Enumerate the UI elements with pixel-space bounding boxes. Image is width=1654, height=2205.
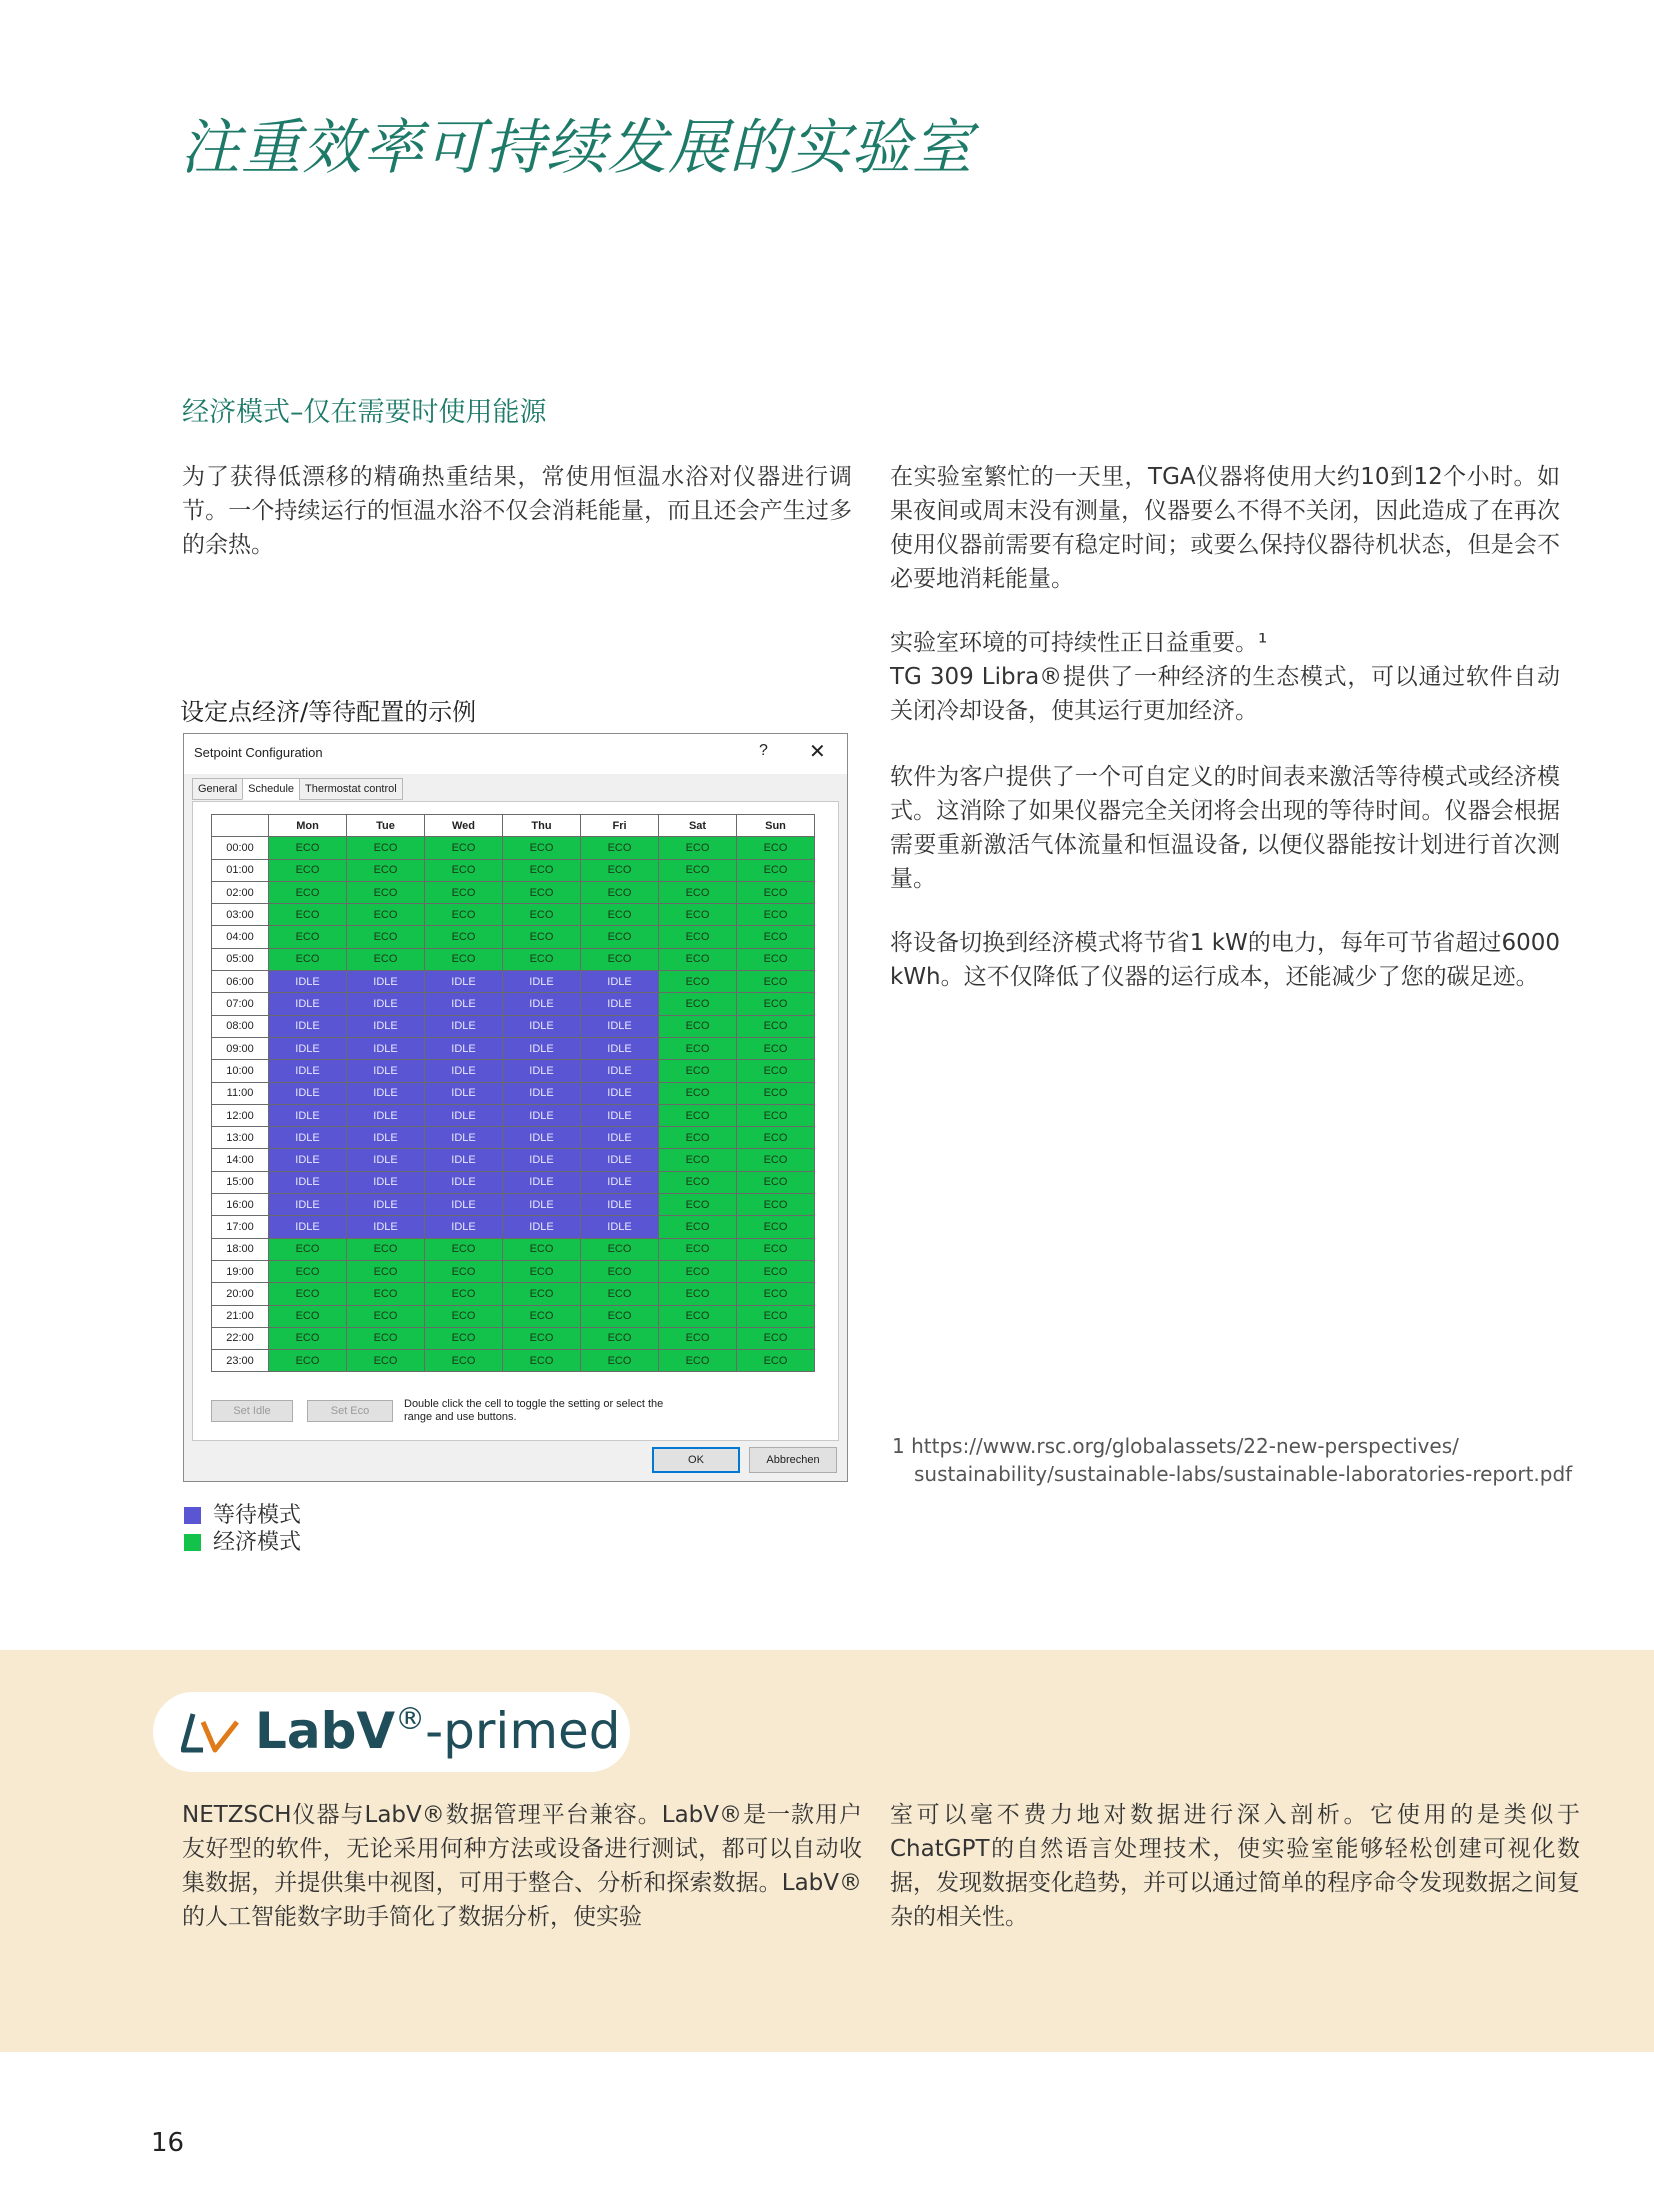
schedule-cell-eco[interactable]: ECO — [737, 1194, 815, 1216]
schedule-cell-idle[interactable]: IDLE — [581, 1194, 659, 1216]
schedule-cell-eco[interactable]: ECO — [269, 1238, 347, 1260]
schedule-cell-eco[interactable]: ECO — [659, 993, 737, 1015]
day-header-sat: Sat — [659, 815, 737, 837]
table-row — [212, 971, 815, 993]
schedule-cell-idle[interactable]: IDLE — [503, 1216, 581, 1238]
schedule-cell-eco[interactable]: ECO — [659, 1082, 737, 1104]
table-row — [212, 1327, 815, 1349]
time-label: 23:00 — [212, 1350, 269, 1372]
schedule-cell-eco[interactable]: ECO — [659, 1037, 737, 1059]
schedule-cell-idle[interactable]: IDLE — [503, 971, 581, 993]
schedule-cell-eco[interactable]: ECO — [503, 904, 581, 926]
schedule-cell-idle[interactable]: IDLE — [503, 1015, 581, 1037]
table-row — [212, 1015, 815, 1037]
schedule-cell-idle[interactable]: IDLE — [347, 1171, 425, 1193]
schedule-cell-idle[interactable]: IDLE — [425, 1082, 503, 1104]
time-label: 08:00 — [212, 1015, 269, 1037]
table-row — [212, 1104, 815, 1126]
schedule-cell-eco[interactable]: ECO — [269, 837, 347, 859]
schedule-cell-eco[interactable]: ECO — [737, 1015, 815, 1037]
time-label: 10:00 — [212, 1060, 269, 1082]
schedule-cell-idle[interactable]: IDLE — [581, 1082, 659, 1104]
schedule-cell-eco[interactable]: ECO — [581, 948, 659, 970]
time-label: 20:00 — [212, 1283, 269, 1305]
schedule-cell-eco[interactable]: ECO — [269, 926, 347, 948]
schedule-cell-eco[interactable]: ECO — [737, 881, 815, 903]
tab-schedule[interactable]: Schedule — [242, 778, 300, 800]
schedule-cell-eco[interactable]: ECO — [269, 1305, 347, 1327]
table-row — [212, 1260, 815, 1282]
schedule-cell-eco[interactable]: ECO — [659, 971, 737, 993]
schedule-cell-idle[interactable]: IDLE — [425, 993, 503, 1015]
schedule-cell-eco[interactable]: ECO — [659, 837, 737, 859]
schedule-cell-eco[interactable]: ECO — [737, 1149, 815, 1171]
footnote — [892, 1432, 1572, 1488]
table-row — [212, 1082, 815, 1104]
schedule-cell-eco[interactable]: ECO — [659, 1149, 737, 1171]
time-label: 13:00 — [212, 1127, 269, 1149]
day-header-mon: Mon — [269, 815, 347, 837]
schedule-cell-eco[interactable]: ECO — [737, 1327, 815, 1349]
schedule-cell-idle[interactable]: IDLE — [581, 1104, 659, 1126]
schedule-cell-eco[interactable]: ECO — [581, 904, 659, 926]
schedule-cell-idle[interactable]: IDLE — [503, 1149, 581, 1171]
schedule-cell-idle[interactable]: IDLE — [425, 1194, 503, 1216]
schedule-cell-eco[interactable]: ECO — [737, 993, 815, 1015]
schedule-cell-idle[interactable]: IDLE — [425, 1216, 503, 1238]
labv-brand: LabV — [255, 1702, 396, 1760]
schedule-cell-idle[interactable]: IDLE — [347, 1015, 425, 1037]
schedule-cell-idle[interactable]: IDLE — [425, 1171, 503, 1193]
dialog-titlebar — [184, 734, 847, 774]
close-icon[interactable]: ✕ — [809, 741, 826, 763]
table-row — [212, 1060, 815, 1082]
schedule-cell-idle[interactable]: IDLE — [503, 993, 581, 1015]
labv-band — [0, 1650, 1654, 2052]
schedule-cell-eco[interactable]: ECO — [737, 1037, 815, 1059]
tab-general[interactable]: General — [192, 778, 243, 800]
schedule-cell-eco[interactable]: ECO — [425, 837, 503, 859]
schedule-cell-eco[interactable]: ECO — [347, 881, 425, 903]
schedule-cell-eco[interactable]: ECO — [737, 1283, 815, 1305]
schedule-cell-eco[interactable]: ECO — [347, 1283, 425, 1305]
schedule-cell-eco[interactable]: ECO — [581, 881, 659, 903]
schedule-cell-eco[interactable]: ECO — [581, 1283, 659, 1305]
right-paragraph-5: 将设备切换到经济模式将节省1 kW的电力，每年可节省超过6000 kWh。这不仅降低了仪器的运行成本，还能减少了您的碳足迹。 — [890, 930, 1560, 990]
schedule-cell-eco[interactable]: ECO — [269, 1327, 347, 1349]
schedule-cell-idle[interactable]: IDLE — [581, 993, 659, 1015]
schedule-cell-idle[interactable]: IDLE — [581, 1171, 659, 1193]
schedule-cell-idle[interactable]: IDLE — [347, 1194, 425, 1216]
schedule-cell-eco[interactable]: ECO — [737, 971, 815, 993]
schedule-cell-eco[interactable]: ECO — [269, 1350, 347, 1372]
time-label: 21:00 — [212, 1305, 269, 1327]
tab-thermostat-control[interactable]: Thermostat control — [299, 778, 403, 800]
table-row — [212, 837, 815, 859]
schedule-cell-idle[interactable]: IDLE — [581, 1015, 659, 1037]
schedule-cell-idle[interactable]: IDLE — [425, 1060, 503, 1082]
schedule-cell-eco[interactable]: ECO — [659, 1104, 737, 1126]
schedule-cell-eco[interactable]: ECO — [425, 1283, 503, 1305]
schedule-cell-eco[interactable]: ECO — [659, 1171, 737, 1193]
schedule-cell-eco[interactable]: ECO — [581, 1238, 659, 1260]
schedule-cell-idle[interactable]: IDLE — [503, 1171, 581, 1193]
schedule-cell-eco[interactable]: ECO — [659, 1216, 737, 1238]
schedule-cell-eco[interactable]: ECO — [425, 948, 503, 970]
schedule-cell-eco[interactable]: ECO — [269, 881, 347, 903]
schedule-cell-idle[interactable]: IDLE — [581, 1127, 659, 1149]
schedule-cell-idle[interactable]: IDLE — [503, 1194, 581, 1216]
table-row — [212, 1283, 815, 1305]
schedule-cell-eco[interactable]: ECO — [347, 1327, 425, 1349]
schedule-cell-idle[interactable]: IDLE — [347, 971, 425, 993]
legend-label: 经济模式 — [213, 1530, 302, 1555]
schedule-cell-eco[interactable]: ECO — [659, 1060, 737, 1082]
labv-reg: ® — [395, 1702, 426, 1737]
schedule-cell-idle[interactable]: IDLE — [347, 993, 425, 1015]
legend-item-eco — [184, 1529, 301, 1556]
schedule-cell-idle[interactable]: IDLE — [269, 1171, 347, 1193]
schedule-cell-eco[interactable]: ECO — [737, 1260, 815, 1282]
legend-label: 等待模式 — [213, 1503, 302, 1528]
dialog-title: Setpoint Configuration — [194, 745, 323, 760]
schedule-cell-eco[interactable]: ECO — [347, 1350, 425, 1372]
schedule-cell-eco[interactable]: ECO — [659, 859, 737, 881]
schedule-cell-eco[interactable]: ECO — [347, 948, 425, 970]
time-label: 06:00 — [212, 971, 269, 993]
schedule-cell-eco[interactable]: ECO — [425, 926, 503, 948]
legend — [184, 1502, 301, 1556]
schedule-cell-eco[interactable]: ECO — [659, 881, 737, 903]
schedule-cell-eco[interactable]: ECO — [581, 1260, 659, 1282]
right-paragraph-2: 实验室环境的可持续性正日益重要。¹ — [890, 630, 1268, 656]
table-row — [212, 1037, 815, 1059]
schedule-cell-eco[interactable]: ECO — [659, 1015, 737, 1037]
schedule-cell-idle[interactable]: IDLE — [425, 1149, 503, 1171]
time-label: 19:00 — [212, 1260, 269, 1282]
schedule-cell-idle[interactable]: IDLE — [269, 1216, 347, 1238]
schedule-cell-eco[interactable]: ECO — [737, 837, 815, 859]
schedule-cell-idle[interactable]: IDLE — [269, 1149, 347, 1171]
table-row — [212, 1194, 815, 1216]
footnote-number: 1 — [892, 1434, 905, 1458]
table-row — [212, 993, 815, 1015]
schedule-cell-idle[interactable]: IDLE — [581, 1060, 659, 1082]
time-label: 01:00 — [212, 859, 269, 881]
legend-item-idle — [184, 1502, 301, 1529]
labv-left-paragraph: NETZSCH仪器与LabV®数据管理平台兼容。LabV®是一款用户友好型的软件，无论采用何种方法或设备进行测试，都可以自动收集数据，并提供集中视图，可用于整合、分析和探索数据。LabV®的人工智能数字助手简化了数据分析，使实验 — [182, 1802, 862, 1930]
schedule-cell-eco[interactable]: ECO — [737, 1238, 815, 1260]
right-paragraph-4: 软件为客户提供了一个可自定义的时间表来激活等待模式或经济模式。这消除了如果仪器完全关闭将会出现的等待时间。仪器会根据需要重新激活气体流量和恒温设备, 以便仪器能按计划进行首次测量。 — [890, 764, 1560, 892]
schedule-cell-eco[interactable]: ECO — [503, 1350, 581, 1372]
schedule-cell-idle[interactable]: IDLE — [347, 1216, 425, 1238]
schedule-cell-eco[interactable]: ECO — [503, 1283, 581, 1305]
schedule-cell-idle[interactable]: IDLE — [581, 1149, 659, 1171]
table-row — [212, 948, 815, 970]
schedule-cell-idle[interactable]: IDLE — [503, 1082, 581, 1104]
cancel-button[interactable]: Abbrechen — [749, 1447, 837, 1473]
schedule-cell-eco[interactable]: ECO — [503, 837, 581, 859]
schedule-cell-idle[interactable]: IDLE — [425, 1127, 503, 1149]
time-label: 04:00 — [212, 926, 269, 948]
schedule-cell-eco[interactable]: ECO — [659, 1260, 737, 1282]
labv-right-paragraph: 室可以毫不费力地对数据进行深入剖析。它使用的是类似于ChatGPT的自然语言处理技术，使实验室能够轻松创建可视化数据，发现数据变化趋势，并可以通过简单的程序命令发现数据之间复杂的相关性。 — [890, 1802, 1580, 1930]
schedule-cell-idle[interactable]: IDLE — [269, 1194, 347, 1216]
schedule-cell-idle[interactable]: IDLE — [269, 1127, 347, 1149]
schedule-cell-eco[interactable]: ECO — [347, 904, 425, 926]
schedule-cell-eco[interactable]: ECO — [425, 859, 503, 881]
schedule-cell-eco[interactable]: ECO — [425, 904, 503, 926]
setpoint-configuration-dialog — [183, 733, 848, 1482]
schedule-cell-eco[interactable]: ECO — [581, 1305, 659, 1327]
right-paragraph-1: 在实验室繁忙的一天里，TGA仪器将使用大约10到12个小时。如果夜间或周末没有测量，仪器要么不得不关闭，因此造成了在再次使用仪器前需要有稳定时间；或要么保持仪器待机状态，但是会不必要地消耗能量。 — [890, 464, 1560, 592]
schedule-cell-eco[interactable]: ECO — [737, 1127, 815, 1149]
table-row — [212, 1149, 815, 1171]
schedule-hint: Double click the cell to toggle the setting or select the range and use buttons. — [404, 1398, 664, 1423]
table-row — [212, 926, 815, 948]
schedule-cell-idle[interactable]: IDLE — [347, 1149, 425, 1171]
right-paragraph-3: TG 309 Libra®提供了一种经济的生态模式，可以通过软件自动关闭冷却设备，使其运行更加经济。 — [890, 664, 1560, 724]
schedule-cell-eco[interactable]: ECO — [659, 1305, 737, 1327]
schedule-cell-eco[interactable]: ECO — [659, 926, 737, 948]
page-number: 16 — [151, 2128, 185, 2158]
schedule-cell-idle[interactable]: IDLE — [425, 1015, 503, 1037]
schedule-cell-eco[interactable]: ECO — [659, 1350, 737, 1372]
labv-wordmark — [255, 1702, 621, 1760]
labv-suffix: -primed — [425, 1702, 621, 1760]
figure-caption: 设定点经济/等待配置的示例 — [180, 698, 477, 726]
schedule-cell-eco[interactable]: ECO — [737, 1216, 815, 1238]
schedule-cell-idle[interactable]: IDLE — [503, 1060, 581, 1082]
schedule-cell-idle[interactable]: IDLE — [347, 1082, 425, 1104]
set-idle-button[interactable]: Set Idle — [211, 1400, 293, 1422]
schedule-cell-idle[interactable]: IDLE — [269, 1060, 347, 1082]
time-label: 15:00 — [212, 1171, 269, 1193]
schedule-cell-eco[interactable]: ECO — [659, 904, 737, 926]
day-header-fri: Fri — [581, 815, 659, 837]
table-row — [212, 1238, 815, 1260]
schedule-cell-eco[interactable]: ECO — [503, 1305, 581, 1327]
schedule-cell-eco[interactable]: ECO — [347, 859, 425, 881]
schedule-cell-idle[interactable]: IDLE — [503, 1127, 581, 1149]
schedule-cell-eco[interactable]: ECO — [659, 1194, 737, 1216]
time-label: 22:00 — [212, 1327, 269, 1349]
schedule-cell-eco[interactable]: ECO — [347, 1238, 425, 1260]
schedule-cell-eco[interactable]: ECO — [347, 926, 425, 948]
schedule-cell-eco[interactable]: ECO — [737, 926, 815, 948]
section-subheading: 经济模式–仅在需要时使用能源 — [182, 397, 547, 428]
time-label: 17:00 — [212, 1216, 269, 1238]
table-row — [212, 1350, 815, 1372]
schedule-cell-idle[interactable]: IDLE — [347, 1104, 425, 1126]
schedule-cell-eco[interactable]: ECO — [737, 1350, 815, 1372]
ok-button[interactable]: OK — [652, 1447, 740, 1473]
schedule-cell-idle[interactable]: IDLE — [269, 1104, 347, 1126]
schedule-cell-eco[interactable]: ECO — [425, 1238, 503, 1260]
schedule-cell-eco[interactable]: ECO — [269, 1283, 347, 1305]
schedule-cell-eco[interactable]: ECO — [347, 1260, 425, 1282]
time-label: 02:00 — [212, 881, 269, 903]
time-label: 07:00 — [212, 993, 269, 1015]
schedule-cell-eco[interactable]: ECO — [425, 1305, 503, 1327]
table-row — [212, 1127, 815, 1149]
schedule-cell-eco[interactable]: ECO — [659, 1127, 737, 1149]
schedule-cell-idle[interactable]: IDLE — [503, 1037, 581, 1059]
schedule-cell-eco[interactable]: ECO — [503, 926, 581, 948]
day-header-thu: Thu — [503, 815, 581, 837]
set-eco-button[interactable]: Set Eco — [307, 1400, 393, 1422]
table-row — [212, 1305, 815, 1327]
time-label: 03:00 — [212, 904, 269, 926]
schedule-cell-eco[interactable]: ECO — [503, 948, 581, 970]
schedule-cell-eco[interactable]: ECO — [659, 1283, 737, 1305]
schedule-cell-eco[interactable]: ECO — [737, 1171, 815, 1193]
schedule-cell-eco[interactable]: ECO — [581, 859, 659, 881]
eco-swatch — [184, 1534, 201, 1551]
schedule-cell-eco[interactable]: ECO — [503, 1327, 581, 1349]
schedule-cell-eco[interactable]: ECO — [425, 1350, 503, 1372]
footnote-url-line1[interactable]: https://www.rsc.org/globalassets/22-new-perspectives/ — [911, 1434, 1459, 1458]
schedule-cell-eco[interactable]: ECO — [503, 859, 581, 881]
table-row — [212, 904, 815, 926]
time-label: 12:00 — [212, 1104, 269, 1126]
schedule-cell-eco[interactable]: ECO — [737, 904, 815, 926]
time-label: 05:00 — [212, 948, 269, 970]
schedule-cell-idle[interactable]: IDLE — [347, 1127, 425, 1149]
labv-logo-icon — [181, 1712, 239, 1754]
schedule-cell-eco[interactable]: ECO — [425, 1327, 503, 1349]
page-title: 注重效率可持续发展的实验室 — [180, 113, 973, 183]
table-row — [212, 1216, 815, 1238]
footnote-url-line2[interactable]: sustainability/sustainable-labs/sustainable-laboratories-report.pdf — [914, 1462, 1573, 1486]
labv-badge — [153, 1692, 630, 1772]
schedule-cell-eco[interactable]: ECO — [581, 1350, 659, 1372]
schedule-grid — [211, 814, 815, 1372]
schedule-cell-idle[interactable]: IDLE — [347, 1060, 425, 1082]
schedule-cell-eco[interactable]: ECO — [737, 859, 815, 881]
schedule-cell-eco[interactable]: ECO — [659, 1327, 737, 1349]
schedule-cell-eco[interactable]: ECO — [737, 1305, 815, 1327]
time-label: 09:00 — [212, 1037, 269, 1059]
schedule-cell-eco[interactable]: ECO — [503, 1260, 581, 1282]
schedule-cell-eco[interactable]: ECO — [737, 1082, 815, 1104]
schedule-cell-eco[interactable]: ECO — [503, 881, 581, 903]
schedule-cell-eco[interactable]: ECO — [269, 1260, 347, 1282]
schedule-cell-eco[interactable]: ECO — [581, 1327, 659, 1349]
day-header-tue: Tue — [347, 815, 425, 837]
time-label: 14:00 — [212, 1149, 269, 1171]
schedule-cell-eco[interactable]: ECO — [425, 881, 503, 903]
time-label: 16:00 — [212, 1194, 269, 1216]
schedule-cell-eco[interactable]: ECO — [503, 1238, 581, 1260]
schedule-cell-idle[interactable]: IDLE — [269, 1015, 347, 1037]
day-header-sun: Sun — [737, 815, 815, 837]
schedule-cell-eco[interactable]: ECO — [425, 1260, 503, 1282]
table-row — [212, 1171, 815, 1193]
time-label: 00:00 — [212, 837, 269, 859]
schedule-cell-idle[interactable]: IDLE — [581, 1216, 659, 1238]
schedule-cell-idle[interactable]: IDLE — [425, 971, 503, 993]
schedule-cell-eco[interactable]: ECO — [269, 948, 347, 970]
idle-swatch — [184, 1507, 201, 1524]
schedule-cell-idle[interactable]: IDLE — [269, 993, 347, 1015]
schedule-cell-eco[interactable]: ECO — [737, 1060, 815, 1082]
schedule-cell-idle[interactable]: IDLE — [347, 1037, 425, 1059]
schedule-pane — [192, 801, 839, 1441]
time-label: 11:00 — [212, 1082, 269, 1104]
schedule-cell-eco[interactable]: ECO — [581, 926, 659, 948]
schedule-cell-idle[interactable]: IDLE — [503, 1104, 581, 1126]
day-header-wed: Wed — [425, 815, 503, 837]
table-row — [212, 859, 815, 881]
intro-paragraph: 为了获得低漂移的精确热重结果，常使用恒温水浴对仪器进行调节。一个持续运行的恒温水浴不仅会消耗能量，而且还会产生过多的余热。 — [182, 464, 852, 558]
schedule-cell-idle[interactable]: IDLE — [581, 1037, 659, 1059]
schedule-cell-eco[interactable]: ECO — [347, 837, 425, 859]
schedule-cell-idle[interactable]: IDLE — [269, 971, 347, 993]
grid-corner — [212, 815, 269, 837]
time-label: 18:00 — [212, 1238, 269, 1260]
schedule-cell-eco[interactable]: ECO — [659, 1238, 737, 1260]
schedule-cell-idle[interactable]: IDLE — [425, 1037, 503, 1059]
schedule-cell-idle[interactable]: IDLE — [581, 971, 659, 993]
schedule-cell-eco[interactable]: ECO — [737, 948, 815, 970]
table-row — [212, 881, 815, 903]
schedule-cell-eco[interactable]: ECO — [659, 948, 737, 970]
schedule-cell-idle[interactable]: IDLE — [269, 1037, 347, 1059]
dialog-tabs — [192, 778, 402, 800]
schedule-cell-idle[interactable]: IDLE — [425, 1104, 503, 1126]
help-icon[interactable]: ? — [759, 742, 768, 759]
schedule-cell-eco[interactable]: ECO — [269, 904, 347, 926]
schedule-cell-eco[interactable]: ECO — [581, 837, 659, 859]
schedule-cell-eco[interactable]: ECO — [347, 1305, 425, 1327]
schedule-cell-idle[interactable]: IDLE — [269, 1082, 347, 1104]
schedule-cell-eco[interactable]: ECO — [737, 1104, 815, 1126]
schedule-cell-eco[interactable]: ECO — [269, 859, 347, 881]
